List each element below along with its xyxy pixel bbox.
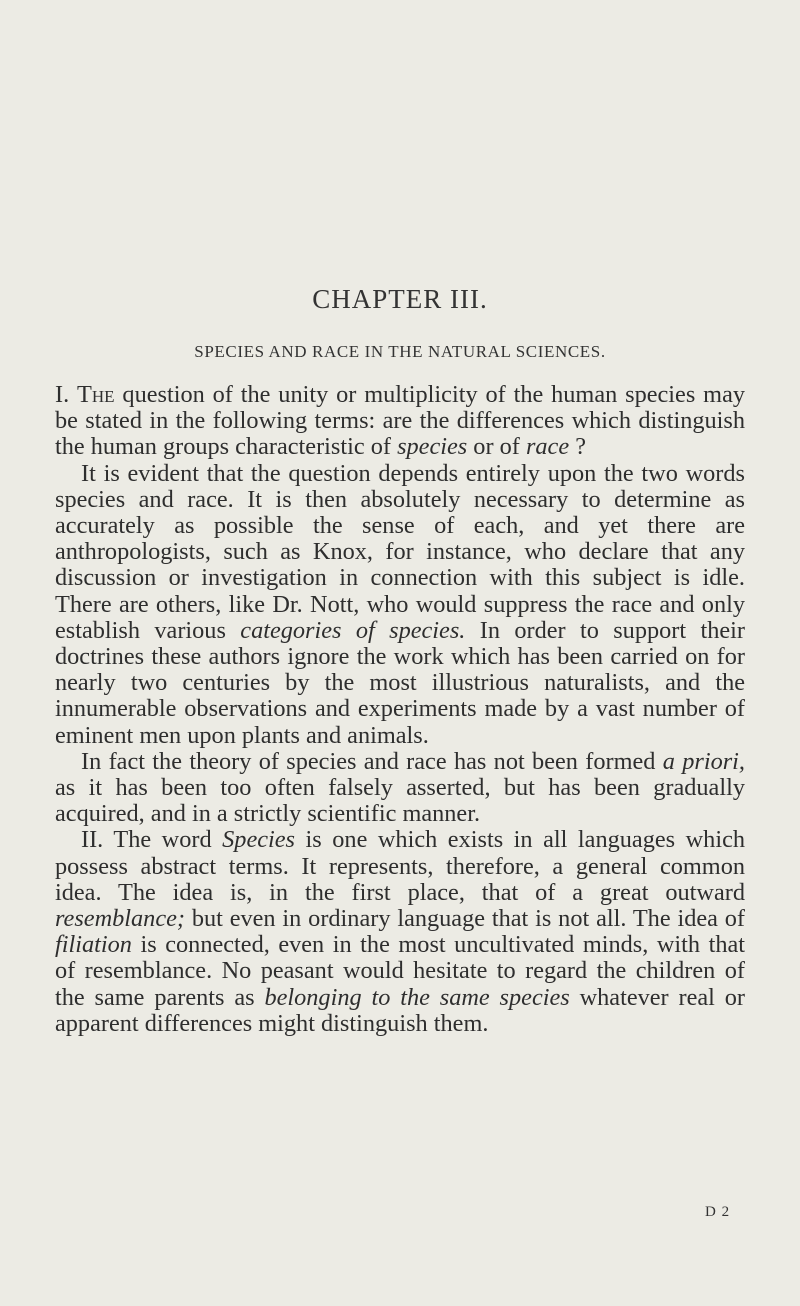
emphasis-text: race — [525, 433, 570, 461]
paragraph-text: question of the unity or multiplicity of the human species may be stated in the following terms: are the differences which distinguish the human groups characteristic of — [55, 381, 745, 461]
chapter-heading: CHAPTER III. — [312, 284, 488, 314]
section-heading: SPECIES AND RACE IN THE NATURAL SCIENCES. — [194, 342, 606, 361]
paragraph-4 — [55, 827, 745, 1037]
emphasis-text: resemblance; — [55, 905, 185, 933]
paragraph-text: whatever real or apparent differences might distinguish them. — [55, 983, 745, 1037]
paragraph-text: In fact the theory of species and race has not been formed — [81, 747, 663, 775]
paragraph-text: but even in ordinary language that is not all. The idea of — [184, 905, 745, 933]
paragraph-1 — [55, 382, 745, 461]
signature-mark: D 2 — [705, 1204, 731, 1220]
paragraph-text: is one which exists in all languages which possess abstract terms. It represents, therefore, a general common idea. The idea is, in the first place, that of a great outward — [55, 826, 745, 906]
emphasis-text: Species — [222, 826, 295, 854]
emphasis-text: a priori, — [662, 747, 745, 775]
paragraph-text: In order to support their doctrines these authors ignore the work which has been carried on for nearly two centuries by the most illustrious naturalists, and the innumerable observations and experiments made by a vast number of eminent men upon plants and animals. — [55, 616, 745, 749]
paragraph-3 — [55, 749, 745, 828]
paragraph-lead-word: The — [77, 381, 115, 408]
paragraph-text: or of — [467, 433, 526, 461]
emphasis-text: categories of species. — [240, 616, 466, 644]
emphasis-text: species — [397, 433, 468, 461]
paragraph-text: ? — [569, 433, 586, 461]
paragraph-text: It is evident that the question depends entirely upon the two words species and race. It is then absolutely necessary to determine as accurately as possible the sense of each, and yet there are anthropologists, such as Knox, for instance, who declare that any discussion or investigation in connection with this subject is idle. There are others, like Dr. Nott, who would suppress the race and only establish various — [55, 459, 745, 644]
paragraph-text: is connected, even in the most uncultivated minds, with that of resemblance. No peasant would hesitate to regard the children of the same parents as — [55, 931, 745, 1011]
paragraph-text: II. The word — [81, 826, 223, 854]
paragraph-numeral: I. — [55, 381, 70, 408]
paragraph-2 — [55, 461, 745, 749]
paragraph-text: as it has been too often falsely asserted, but has been gradually acquired, and in a strictly scientific manner. — [55, 774, 745, 828]
emphasis-text: filiation — [55, 931, 132, 959]
body-text — [55, 382, 745, 1037]
emphasis-text: belonging to the same species — [264, 983, 570, 1011]
